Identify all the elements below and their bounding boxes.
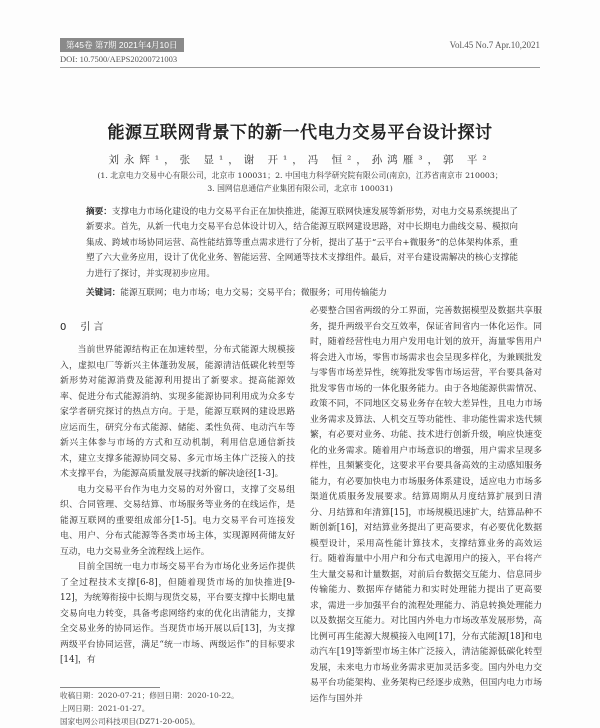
paragraph: 当前世界能源结构正在加速转型，分布式能源大规模接入，虚拟电厂等新兴主体蓬勃发展，能源清洁低碳化转型等新形势对能源消费及能源利用提出了新要求。提高能源效率、促进分布式能源消纳、实现多能源协同利用成为众多专家学者研究探讨的热点方向。于是，能源互联网的建设思路应运而生，研究分布式能源、储能、柔性负荷、电动汽车等新兴主体参与市场的方式和互动机制，利用信息通信新技术，建立支撑多能源协同交易、多元市场主体广泛接入的技术支撑平台，为能源高质量发展寻找新的解决途径[1-3]。 xyxy=(60,345,295,480)
journal-volume-info: Vol.45 No.7 Apr.10,2021 xyxy=(449,40,540,50)
paragraph: 必要整合国省两级的分工界面，完善数据模型及数据共享服务，提升两级平台交互效率，保证省间省内一体化运作。同时，随着经营性电力用户发用电计划的放开，海量零售用户将会进入市场，零售市场需求也会呈现多样化，为兼顾批发与零售市场差异性，统筹批发零售市场运营，平台要具备对批发零售市场的一体化服务能力。由于各地能源供需情况、政策不同，不同地区交易业务存在较大差异性，且电力市场业务需求及算法、人机交互等功能性、非功能性需求迭代频繁，有必要对业务、功能、技术进行创新升级，响应快速变化的业务需求。随着用户市场意识的增强，用户需求呈现多样性，且频繁变化，这要求平台要具备高效的主动感知服务能力，有必要加快电力市场服务体系建设，适应电力市场多渠道优质服务发展要求。结算周期从月度结算扩展到日清分、月结算和年清算[15]，市场规模迅速扩大，结算品种不断创新[16]，对结算业务提出了更高要求，有必要优化数据模型设计，采用高性能计算技术，支撑结算业务的高效运行。随着海量中小用户和分布式电源用户的接入，平台将产生大量交易和计量数据，对前后台数据交互能力、信息同步传输能力、数据库存储能力和实时处理能力提出了更高要求，需进一步加强平台的流程处理能力、消息转换处理能力以及数据交互能力。对比国内外电力市场改革发展形势，高比例可再生能源大规模接入电网[17]，分布式能源[18]和电动汽车[19]等新型市场主体广泛接入，清洁能源低碳化转型发展，未来电力市场业务需求更加灵活多变。国内外电力交易平台功能架构、业务架构已经逐步成熟，但国内电力市场运作与国外并 xyxy=(310,306,542,704)
keywords-text: 能源互联网；电力市场；电力交易；交易平台；微服务；可用传输能力 xyxy=(120,288,387,298)
journal-issue-label: 第45卷 第7期 2021年4月10日 xyxy=(60,38,184,52)
footnote-online: 上网日期：2021-01-27。 xyxy=(60,704,150,713)
keywords xyxy=(86,286,518,300)
abstract-text: 支撑电力市场化建设的电力交易平台正在加快推进，能源互联网快速发展等新形势，对电力交易系统提出了新要求。首先，从新一代电力交易平台总体设计切入，结合能源互联网建设思路，对中长期电力曲线交易、模拟向集成、跨域市场协同运营、高性能结算等重点需求进行了分析，提出了基于“云平台+微服务”的总体架构体系，重塑了六大业务应用，设计了优化业务、智能运营、全网通等技术支撑组件。最后，对平台建设需解决的核心支撑能力进行了探讨，并实现初步应用。 xyxy=(86,207,518,279)
header-rule xyxy=(60,67,540,68)
paper-title: 能源互联网背景下的新一代电力交易平台设计探讨 xyxy=(107,123,493,143)
paragraph: 电力交易平台作为电力交易的对外窗口，支撑了交易组织、合同管理、交易结算、市场服务等业务的在线运作，是能源互联网的重要组成部分[1-5]。电力交易平台可连接发电、用户、分布式能源等各类市场主体，实现源网荷储友好互动，电力交易业务全流程线上运作。 xyxy=(60,484,295,557)
authors: 刘永辉¹，张 显¹，谢 开¹，冯 恒²，孙鸿雁³，郭 平² xyxy=(108,154,492,166)
footnote-received: 收稿日期：2020-07-21；修回日期：2020-10-22。 xyxy=(60,691,239,700)
section-heading xyxy=(60,318,118,333)
left-column xyxy=(60,343,295,669)
affiliation-line-2: 3. 国网信息通信产业集团有限公司，北京市 100031) xyxy=(207,184,393,193)
paragraph: 目前全国统一电力市场交易平台为市场化业务运作提供了全过程技术支撑[6-8]，但随着现货市场的加快推进[9-12]，为统筹衔接中长期与现货交易，平台要支撑中长期电量交易向电力转变，具备考虑网络约束的优化出清能力，支撑全交易业务的协同运作。当现货市场开展以后[13]，为支撑两级平台协同运营，满足“统一市场、两级运作”的目标要求[14]，有 xyxy=(60,562,295,666)
footnote-funding: 国家电网公司科技项目(DZ71-20-005)。 xyxy=(60,717,200,726)
section-title: 引 言 xyxy=(80,322,104,333)
affiliation-line-1: (1. 北京电力交易中心有限公司，北京市 100031；2. 中国电力科学研究院有限公司(南京)，江苏省南京市 210003； xyxy=(97,171,503,180)
doi: DOI: 10.7500/AEPS20200721003 xyxy=(60,54,178,64)
keywords-label: 关键词： xyxy=(86,288,121,298)
section-number: 0 xyxy=(60,322,67,333)
footnote-rule xyxy=(60,687,160,688)
abstract xyxy=(86,205,518,282)
abstract-label: 摘要： xyxy=(86,207,112,217)
right-column xyxy=(310,304,542,707)
